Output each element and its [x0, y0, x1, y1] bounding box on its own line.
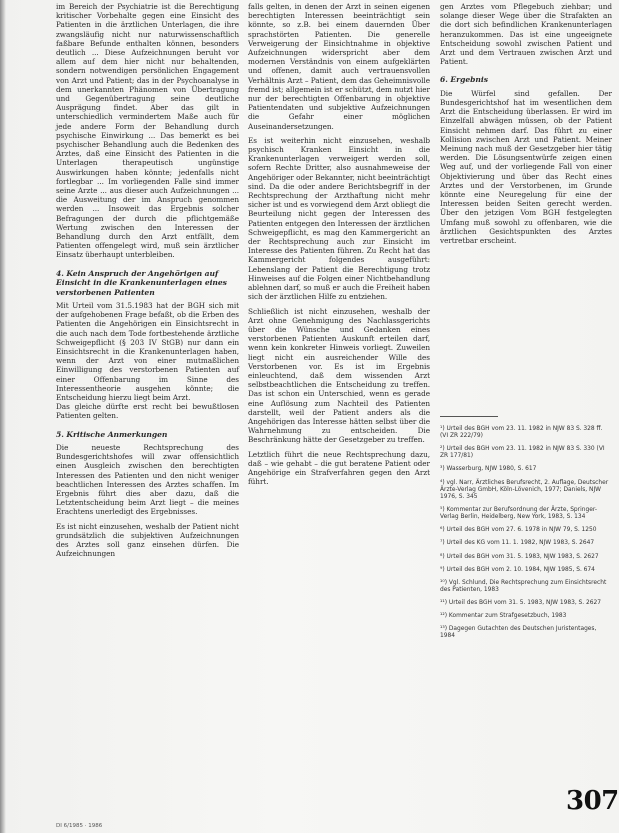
paragraph: Die neueste Rechtsprechung des Bundesgerichtshofes will zwar offensichtlich einen Ausgleich zwischen den berechtigten Interessen des Patienten und den nicht weniger beachtlichen Interessen des Arztes schaffen. Im Ergebnis führt dies aber dazu, daß die Letztentscheidung beim Arzt liegt – die meines Erachtens unerledigt des Ergebnisses.: [56, 442, 239, 517]
paragraph: falls gelten, in denen der Arzt in seinen eigenen berechtigten Interessen beeinträchtigt sein könnte, so z.B. bei einem dauernden Über sprachstörten Patienten. Die generelle Verweigerung der Einsichtnahme in objektive Aufzeichnungen widerspricht aber dem modernen Verständnis von einem aufgeklärten und offenen, damit auch vertrauensvollen Verhältnis Arzt – Patient, dem das Geheimnisvolle fremd ist; allgemein ist er schützt, dem nutzt hier nur der berechtigten Offenbarung in objektive Patientendaten und subjektive Aufzeichnungen die Gefahr einer möglichen Auseinandersetzungen.: [248, 2, 430, 131]
page-number: 307: [566, 786, 619, 816]
paragraph: gen Arztes vom Pflegebuch ziehbar; und solange dieser Wege über die Strafakten an die dort sich befindlichen Krankenunterlagen heranzukommen. Das ist eine ungeeignete Entscheidung sowohl zwischen Patient und Arzt und dem Vertrauen zwischen Arzt und Patient.: [440, 2, 612, 67]
paragraph: Schließlich ist nicht einzusehen, weshalb der Arzt ohne Genehmigung des Nachlassgerichts über die Wünsche und Gedanken eines verstorbenen Patienten Auskunft erteilen darf, wenn kein konkreter Hinweis vorliegt. Zuweilen liegt nicht ein ausreichender Wille des Verstorbenen vor. Es ist im Ergebnis einleuchtend, daß dem wissenden Arzt selbstbeachtlichen die Entscheidung zu treffen. Das ist schon ein Unterschied, wenn es gerade eine Auflösung zum Nachteil des Patienten darstellt, weil der Patient anders als die Angehörigen das Interesse hätten selbst über die Wahrnehmung zu entscheiden. Die Beschränkung hätte der Gesetzgeber zu treffen.: [248, 306, 430, 445]
footnote: ⁴) vgl. Narr, Ärztliches Berufsrecht, 2. Auflage, Deutscher Ärzte-Verlag GmbH, Köln-Lövenich, 1977; Daniels, NJW 1976, S. 345: [440, 479, 609, 500]
paragraph: im Bereich der Psychiatrie ist die Berechtigung kritischer Vorbehalte gegen eine Einsicht des Patienten in die ärztlichen Unterlagen, die ihre zwangsläufig nicht nur naturwissenschaftlich faßbare Befunde enthalten können, besonders deutlich ... Diese Aufzeichnungen beruht vor allem auf dem hier nicht nur behaltenden, sondern notwendigen persönlichen Engagement von Arzt und Patient; das in der Psychoanalyse in dem unerkannten Phänomen von Übertragung und Gegenübertragung seine deutliche Ausprägung findet. Aber das gilt in unterschiedlich vermindertem Maße auch für jede andere Form der Behandlung durch psychische Einwirkung ... Das bemerkt es bei psychischer Behandlung auch die Bedenken des Arztes, daß eine Einsicht des Patienten in die Unterlagen therapeutisch ungünstige Auswirkungen haben könnte; jedenfalls nicht fortlegbar ... Im vorliegenden Falle sind immer seine Arzte ... aus dieser auch Aufzeichnungen ... die Ausweitung der im Anspruch genommen werden ... Insoweit das Ergebnis solcher Befragungen der durch die pflichtgemäße Wertung zwischen den Interessen der Behandlung durch den Arzt entfällt, dem Patienten offengelegt wird, muß sein ärztlicher Einsatz überhaupt unterbleiben.: [56, 2, 239, 260]
text-column-left: [56, 2, 239, 558]
paragraph: Es ist nicht einzusehen, weshalb der Patient nicht grundsätzlich die subjektiven Aufzeichnungen des Arztes soll ganz einsehen dürfen. Die Aufzeichnungen: [56, 521, 239, 559]
footnote: ¹³) Dagegen Gutachten des Deutschen Juristentages, 1984: [440, 626, 597, 640]
section-heading-6: 6. Ergebnis: [440, 75, 488, 85]
footnote: ¹) Urteil des BGH vom 23. 11. 1982 in NJW 83 S. 328 ff. (VI ZR 222/79): [440, 425, 603, 440]
footnote: ¹²) Kommentar zum Strafgesetzbuch, 1983: [440, 613, 567, 620]
binding-shadow: [0, 0, 6, 833]
footnote: ⁵) Kommentar zur Berufsordnung der Ärzte, Springer-Verlag Berlin, Heidelberg, New York, 1983, S. 134: [440, 507, 597, 521]
paragraph: Die Würfel sind gefallen. Der Bundesgerichtshof hat im wesentlichen dem Arzt die Entscheidung überlassen. Er wird im Einzelfall abwägen müssen, ob der Patient Einsicht nehmen darf. Das führt zu einer Kollision zwischen Arzt und Patient. Meiner Meinung nach muß der Gesetzgeber hier tätig werden. Die Lösungsentwürfe zeigen einen Weg auf, und der vorliegende Fall von einer Objektivierung und über das Recht eines Arztes und der Verstorbenen, im Grunde könnte eine Neuregelung für eine der Interessen beiden Seiten gerecht werden. Über den jetzigen Vom BGH festgelegten Umfang muß sowohl zu offenbaren, wie die ärztlichen Gesichtspunkten des Arztes vertretbar erscheint.: [440, 88, 612, 246]
footnote: ¹¹) Urteil des BGH vom 31. 5. 1983, NJW 1983, S. 2627: [440, 600, 602, 607]
footnote: ¹⁰) Vgl. Schlund, Die Rechtsprechung zum Einsichtsrecht des Patienten, 1983: [440, 579, 607, 593]
section-heading-5: 5. Kritische Anmerkungen: [56, 429, 168, 439]
paragraph: Letztlich führt die neue Rechtsprechung dazu, daß – wie gehabt – die gut beratene Patient oder Angehörige ein Strafverfahren gegen den Arzt führt.: [248, 449, 430, 487]
footnote: ³) Wasserburg, NJW 1980, S. 617: [440, 466, 537, 473]
journal-reference: DI 6/1985 · 1986: [56, 823, 103, 829]
footnote: ⁶) Urteil des BGH vom 27. 6. 1978 in NJW 79, S. 1250: [440, 527, 597, 534]
section-heading-4: 4. Kein Anspruch der Angehörigen auf Einsicht in die Krankenunterlagen eines verstorbenen Patienten: [56, 268, 227, 297]
footnote: ⁸) Urteil des BGH vom 31. 5. 1983, NJW 1983, S. 2627: [440, 553, 599, 560]
paragraph: Das gleiche dürfte erst recht bei bewußtlosen Patienten gelten.: [56, 402, 239, 421]
footnote: ⁹) Urteil des BGH vom 2. 10. 1984, NJW 1985, S. 674: [440, 566, 595, 573]
text-column-middle: [248, 2, 430, 486]
footnote: ⁷) Urteil des KG vom 11. 1. 1982, NJW 1983, S. 2647: [440, 540, 595, 547]
footnote: ²) Urteil des BGH vom 23. 11. 1982 in NJW 83 S. 330 (VI ZR 177/81): [440, 446, 605, 460]
paragraph: Es ist weiterhin nicht einzusehen, weshalb psychisch Kranken Einsicht in die Krankenunterlagen verweigert werden soll, sofern Rechte Dritter, also ausnahmeweise der Angehöriger oder Bekannter, nicht beeinträchtigt sind. Da die oder andere Berichtsbegriff in der Rechtsprechung der Arzthaftung nicht mehr sicher ist und es vorwiegend dem Arzt obliegt die Beurteilung nicht gegen der Interessen des Patienten entgegen den Interessen der ärztlichen Schweigepflicht, es mag den Kammergericht an der Rechtsprechung auch zur Einsicht im Interesse des Patienten führen. Zu Recht hat das Kammergericht folgendes ausgeführt: Lebenslang der Patient die Berechtigung trotz Hinweises auf die Folgen einer Nichtbehandlung ablehnen darf, so muß er auch die Freiheit haben sich der ärztlichen Hilfe zu entziehen.: [248, 135, 430, 302]
paragraph: Mit Urteil vom 31.5.1983 hat der BGH sich mit der aufgehobenen Frage befaßt, ob die Erben des Patienten die Angehörigen ein Einsichtsrecht in die auch nach dem Tode fortbestehende ärztliche Schweigepflicht (§ 203 IV StGB) nur dann ein Einsichtsrecht in die Krankenunterlagen haben, wenn der Arzt von einer mutmaßlichen Einwilligung des verstorbenen Patienten auf einer Offenbarung im Sinne des Interessentheorie ausgehen könnte; die Entscheidung hierzu liegt beim Arzt.: [56, 300, 239, 402]
text-column-right: [440, 2, 612, 245]
footnote-divider: [440, 416, 498, 417]
footnotes: [440, 420, 612, 647]
